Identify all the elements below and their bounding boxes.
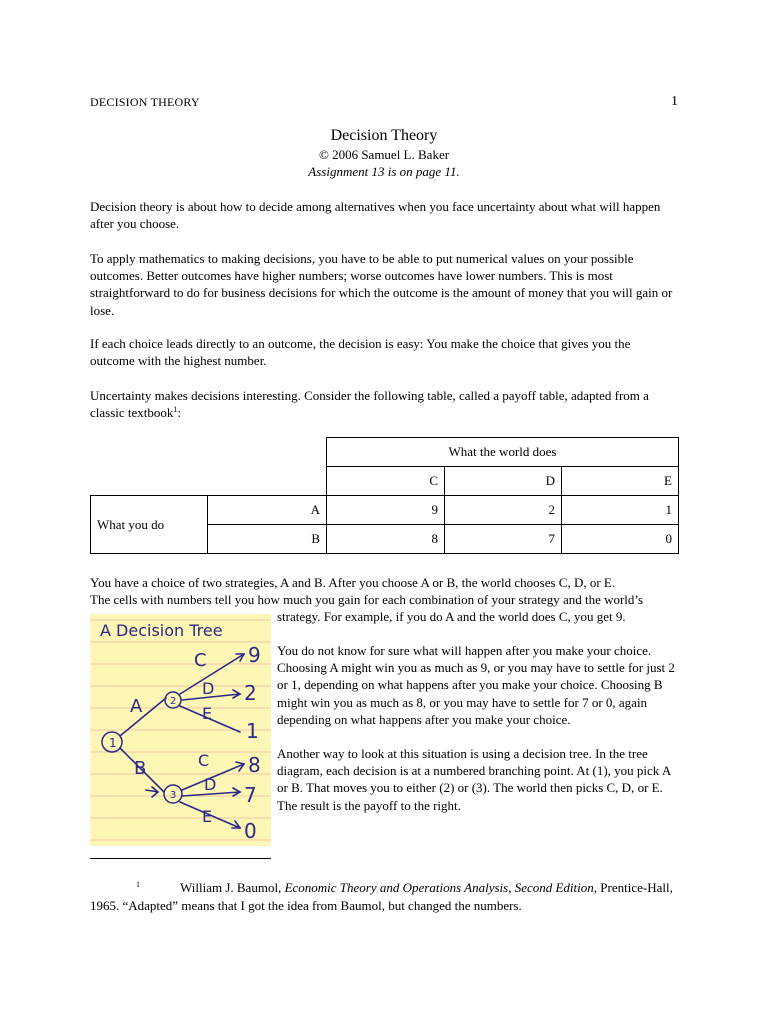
column-header-c: C	[327, 467, 445, 496]
copyright-line: © 2006 Samuel L. Baker	[318, 147, 450, 162]
table-row	[91, 496, 679, 525]
tree-payoff-9: 9	[248, 643, 261, 667]
decision-tree-image	[90, 614, 271, 846]
paragraph-intro: Decision theory is about how to decide among alternatives when you face uncertainty about what will happen after you choose.	[90, 199, 661, 232]
paper-ruling	[90, 620, 271, 840]
payoff-table	[90, 437, 679, 554]
footnote-author: William J. Baumol,	[180, 880, 285, 895]
footnote-reference[interactable]: 1	[173, 405, 178, 415]
decision-tree-drawing	[90, 614, 271, 846]
table-cell: 1	[562, 496, 679, 525]
paragraph-uncertainty	[90, 387, 678, 421]
tree-node-1: 1	[109, 736, 117, 750]
row-label-b: B	[208, 525, 327, 554]
tree-branch-c-upper: C	[194, 650, 207, 671]
footnote-book-title: Economic Theory and Operations Analysis, Second Edition	[284, 880, 594, 895]
running-title: DECISION THEORY	[90, 95, 200, 109]
assignment-note: Assignment 13 is on page 11.	[308, 164, 460, 179]
page-number: 1	[671, 94, 678, 109]
column-header-d: D	[445, 467, 562, 496]
paragraph-decision-tree: Another way to look at this situation is using a decision tree. In the tree diagram, each decision is at a numbered branching point. At (1), you pick A or B. That moves you to either (2) or (3). The world then picks C, D, or E. The result is the payoff to the right.	[277, 746, 671, 813]
tree-choice-b: B	[134, 758, 147, 779]
tree-payoff-7: 7	[244, 783, 257, 807]
paragraph-uncertainty-end: :	[177, 405, 182, 421]
title-block	[90, 126, 678, 180]
tree-branch-e-lower: E	[202, 807, 213, 826]
document-title: Decision Theory	[330, 127, 438, 144]
footnote	[90, 876, 680, 914]
tree-node-3: 3	[170, 790, 177, 801]
paragraph-strategies-line1: You have a choice of two strategies, A and B. After you choose A or B, the world chooses C, D, or E.	[90, 575, 616, 590]
tree-payoff-0: 0	[244, 819, 257, 843]
table-row	[91, 467, 679, 496]
tree-branch-d-lower: D	[204, 775, 217, 794]
table-cell: 7	[445, 525, 562, 554]
column-header-e: E	[562, 467, 679, 496]
row-group-label: What you do	[91, 496, 208, 554]
tree-branch-e-upper: E	[202, 704, 213, 723]
footnote-divider	[90, 858, 271, 859]
footnote-rest: , Prentice-Hall, 1965. “Adapted” means that I got the idea from Baumol, but changed the numbers.	[90, 880, 673, 913]
paragraph-uncertain-outcomes: You do not know for sure what will happen after you make your choice. Choosing A might win you as much as 9, or you may have to settle for just 2 or 1, depending on what happens after you make your choice. Choosing B might win you as much as 8, or you may have to settle for 7 or 0, again depending on what happens after you make your choice.	[277, 643, 675, 727]
paragraph-easy-decision: If each choice leads directly to an outcome, the decision is easy: You make the choice that gives you the outcome with the highest number.	[90, 336, 631, 369]
paragraph-strategies-line3: strategy. For example, if you do A and the world does C, you get 9.	[277, 609, 626, 624]
tree-branches	[120, 654, 244, 828]
tree-node-2: 2	[170, 696, 177, 707]
row-label-a: A	[208, 496, 327, 525]
paragraph-strategies-line2: The cells with numbers tell you how much you gain for each combination of your strategy and the world’s	[90, 592, 644, 607]
tree-payoff-1: 1	[246, 719, 259, 743]
paragraph-uncertainty-text: Uncertainty makes decisions interesting. Consider the following table, called a payoff table, adapted from a classic textbook	[90, 388, 649, 421]
tree-payoff-2: 2	[244, 681, 257, 705]
footnote-mark: 1	[136, 880, 140, 889]
tree-title: A Decision Tree	[100, 621, 223, 640]
tree-choice-a: A	[130, 696, 143, 717]
table-row	[91, 438, 679, 467]
table-cell: 8	[327, 525, 445, 554]
tree-branch-c-lower: C	[198, 751, 210, 770]
world-header-cell: What the world does	[327, 438, 679, 467]
paragraph-numerical-values: To apply mathematics to making decisions, you have to be able to put numerical values on your possible outcomes. Better outcomes have higher numbers; worse outcomes have lower numbers. This is most straightforward to do for business decisions for which the outcome is the amount of money that you will gain or lose.	[90, 251, 673, 318]
tree-payoff-8: 8	[248, 753, 261, 777]
table-cell: 2	[445, 496, 562, 525]
table-cell: 9	[327, 496, 445, 525]
tree-branch-d-upper: D	[202, 679, 215, 698]
table-cell: 0	[562, 525, 679, 554]
